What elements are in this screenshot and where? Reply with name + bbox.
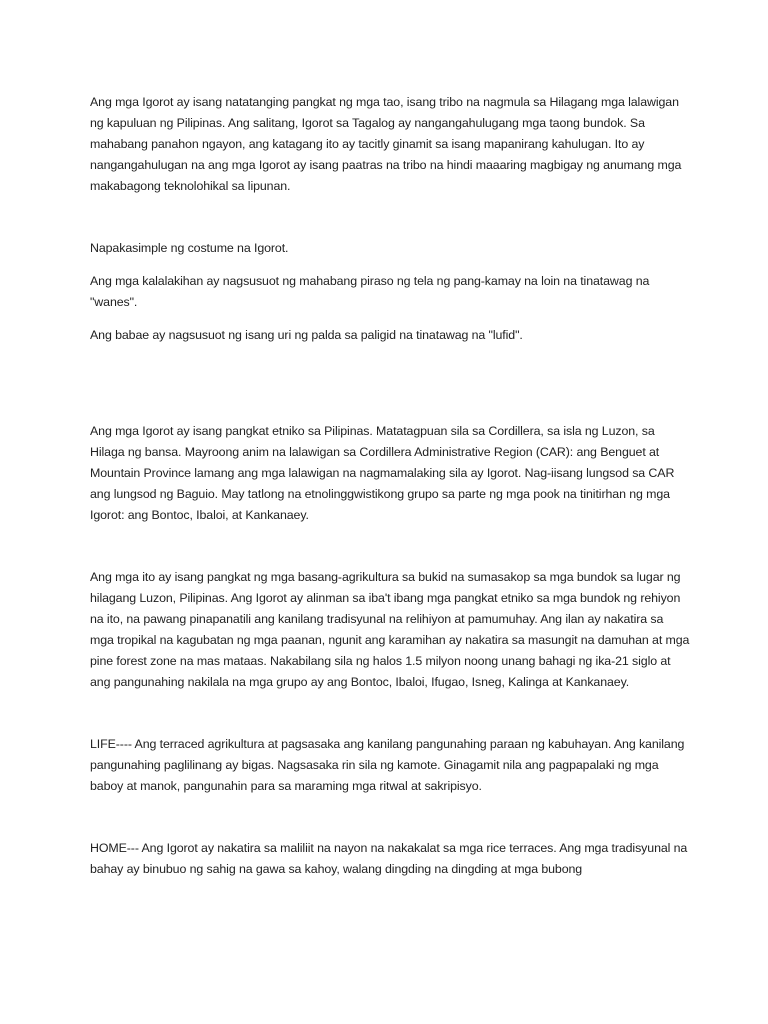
paragraph-costume: Napakasimple ng costume na Igorot. [90, 241, 289, 255]
paragraph-men-costume: Ang mga kalalakihan ay nagsusuot ng mahabang piraso ng tela ng pang-kamay na loin na tinatawag na "wanes". [90, 274, 650, 309]
paragraph-agriculture-groups: Ang mga ito ay isang pangkat ng mga basang-agrikultura sa bukid na sumasakop sa mga bundok sa lugar ng hilagang Luzon, Pilipinas. Ang Igorot ay alinman sa iba't ibang mga pangkat etniko sa mga bundok ng rehiyon na ito, na pawang pinapanatili ang kanilang tradisyunal na relihiyon at pamumuhay. Ang ilan ay nakatira sa mga tropikal na kagubatan ng mga paanan, ngunit ang karamihan ay nakatira sa masungit na damuhan at mga pine forest zone na mas mataas. Nakabilang sila ng halos 1.5 milyon noong unang bahagi ng ika-21 siglo at ang pangunahing nakilala na mga grupo ay ang Bontoc, Ibaloi, Ifugao, Isneg, Kalinga at Kankanaey. [90, 570, 690, 689]
paragraph-women-costume: Ang babae ay nagsusuot ng isang uri ng palda sa paligid na tinatawag na "lufid". [90, 328, 523, 342]
paragraph-home: HOME--- Ang Igorot ay nakatira sa maliliit na nayon na nakakalat sa mga rice terraces. Ang mga tradisyunal na bahay ay binubuo ng sahig na gawa sa kahoy, walang dingding na dingding at mga bubong [90, 841, 688, 876]
document-body [90, 92, 690, 880]
paragraph-igorot-intro: Ang mga Igorot ay isang natatanging pangkat ng mga tao, isang tribo na nagmula sa Hilagang mga lalawigan ng kapuluan ng Pilipinas. Ang salitang, Igorot sa Tagalog ay nangangahulugang mga taong bundok. Sa mahabang panahon ngayon, ang katagang ito ay tacitly ginamit sa isang mapanirang kahulugan. Ito ay nangangahulugan na ang mga Igorot ay isang paatras na tribo na hindi maaaring magbigay ng anumang mga makabagong teknolohikal sa lipunan. [90, 95, 682, 193]
paragraph-ethnic-group: Ang mga Igorot ay isang pangkat etniko sa Pilipinas. Matatagpuan sila sa Cordillera, sa isla ng Luzon, sa Hilaga ng bansa. Mayroong anim na lalawigan sa Cordillera Administrative Region (CAR): ang Benguet at Mountain Province lamang ang mga lalawigan na nagmamalaking sila ay Igorot. Nag-iisang lungsod sa CAR ang lungsod ng Baguio. May tatlong na etnolinggwistikong grupo sa parte ng mga pook na tinitirhan ng mga Igorot: ang Bontoc, Ibaloi, at Kankanaey. [90, 424, 675, 522]
paragraph-life: LIFE---- Ang terraced agrikultura at pagsasaka ang kanilang pangunahing paraan ng kabuhayan. Ang kanilang pangunahing paglilinang ay bigas. Nagsasaka rin sila ng kamote. Ginagamit nila ang pagpapalaki ng mga baboy at manok, pangunahin para sa maraming mga ritwal at sakripisyo. [90, 737, 685, 793]
